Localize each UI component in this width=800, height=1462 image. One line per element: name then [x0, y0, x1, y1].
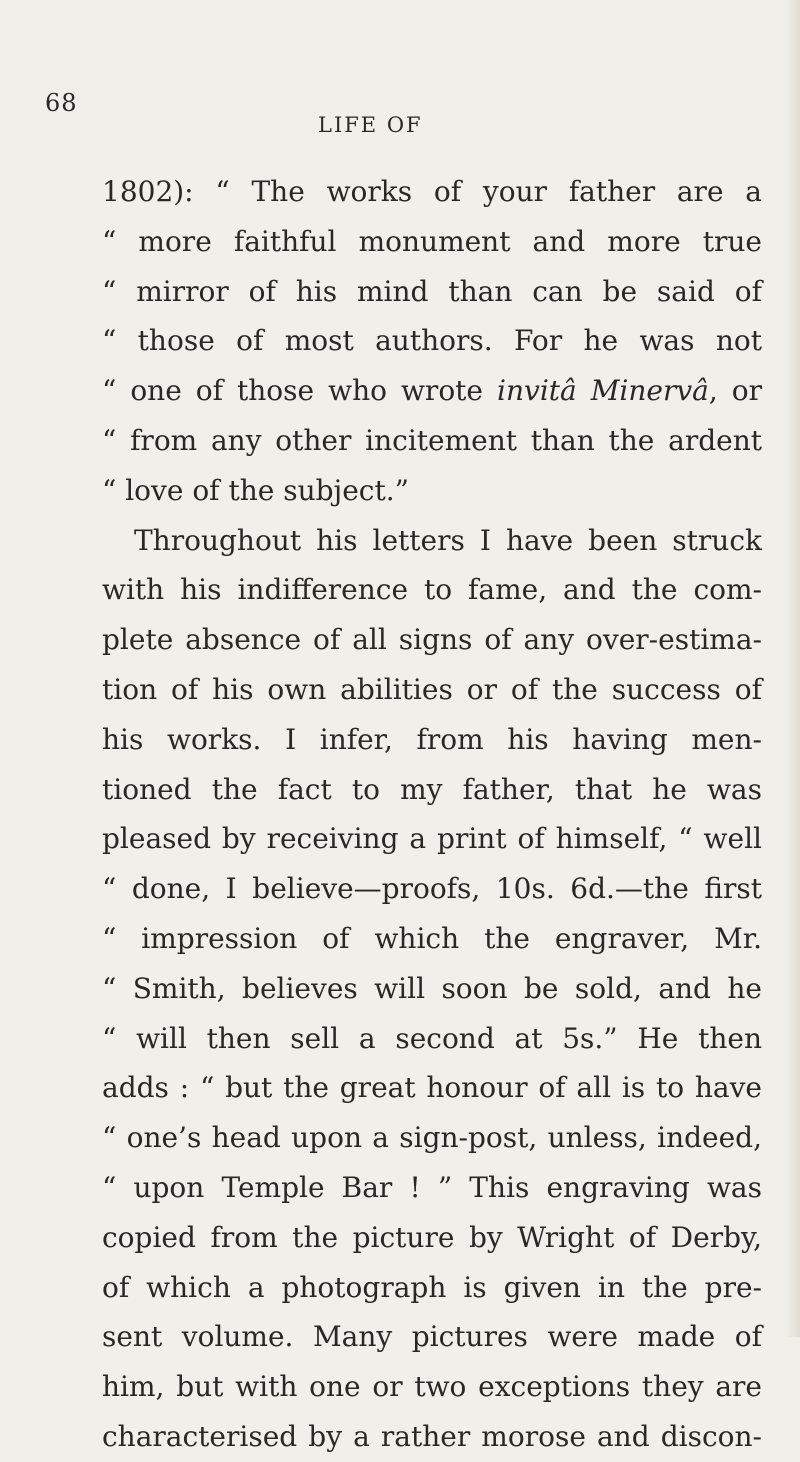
text-line: characterised by a rather morose and discon- [102, 1419, 762, 1453]
text-line: “ will then sell a second at 5s.” He then [102, 1021, 762, 1055]
text-line: “ Smith, believes will soon be sold, and he [102, 971, 762, 1005]
text-line: “ love of the subject.” [102, 473, 409, 507]
text-line: tioned the fact to my father, that he was [102, 772, 762, 806]
body-text [102, 167, 762, 1462]
text-line: copied from the picture by Wright of Derby, [102, 1220, 762, 1254]
text-line: tion of his own abilities or of the success of [102, 672, 762, 706]
text-line: 1802): “ The works of your father are a [102, 175, 762, 208]
text-line: “ mirror of his mind than can be said of [102, 274, 762, 308]
text-line: adds : “ but the great honour of all is to have [102, 1071, 762, 1105]
text-line: with his indifference to fame, and the com- [102, 573, 762, 607]
text-line: of which a photograph is given in the pre- [102, 1270, 762, 1304]
page-edge-shadow [786, 0, 800, 1337]
text-line: his works. I infer, from his having men- [102, 722, 762, 756]
text-line: him, but with one or two exceptions they are [102, 1370, 762, 1404]
text-line: “ from any other incitement than the ardent [102, 423, 762, 457]
text-line: “ one’s head upon a sign-post, unless, indeed, [102, 1121, 762, 1155]
running-head: LIFE OF [318, 113, 423, 137]
text-line: “ more faithful monument and more true [102, 224, 762, 258]
text-line: sent volume. Many pictures were made of [102, 1320, 762, 1354]
text-line: Throughout his letters I have been struck [134, 523, 762, 557]
text-line: pleased by receiving a print of himself, “ well [102, 822, 762, 856]
page-number: 68 [45, 89, 78, 117]
text-line: “ upon Temple Bar ! ” This engraving was [102, 1170, 762, 1204]
text-line: plete absence of all signs of any over-estima- [102, 623, 762, 657]
text-line: “ those of most authors. For he was not [102, 324, 762, 358]
text-line: “ one of those who wrote invitâ Minervâ, or [102, 374, 763, 408]
text-line: “ done, I believe—proofs, 10s. 6d.—the first [102, 872, 762, 906]
text-line: “ impression of which the engraver, Mr. [102, 921, 762, 955]
